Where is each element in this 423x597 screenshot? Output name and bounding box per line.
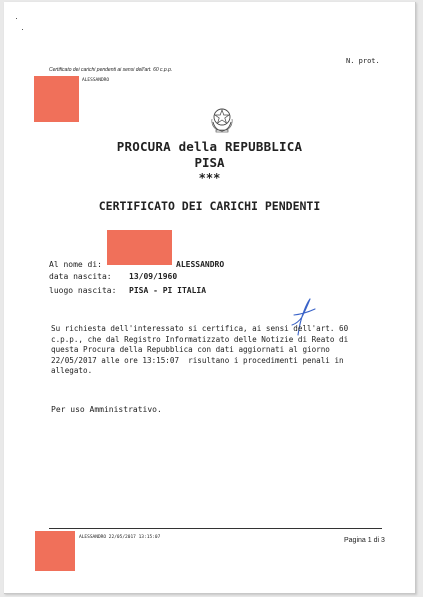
paragraph-line: allegato.: [51, 366, 93, 375]
title-stars: ***: [198, 171, 221, 185]
name-label: Al nome di:: [49, 260, 102, 269]
name-value: ALESSANDRO: [176, 260, 225, 269]
certificate-title: CERTIFICATO DEI CARICHI PENDENTI: [98, 199, 321, 213]
redaction-box: [107, 230, 172, 265]
office-title: PROCURA della REPUBBLICA: [116, 139, 303, 154]
redaction-box: [34, 76, 79, 122]
scan-speck: [22, 29, 23, 30]
footer-divider: [49, 528, 382, 529]
header-caption: Certificato dei carichi pendenti ai sensi dell'art. 60 c.p.p.: [49, 67, 173, 73]
document-page: [4, 2, 416, 594]
birth-date-value: 13/09/1960: [129, 272, 178, 281]
birth-date-label: data nascita:: [49, 272, 112, 281]
office-city: PISA: [194, 155, 225, 170]
certification-paragraph: [51, 324, 381, 377]
page-number: Pagina 1 di 3: [344, 537, 385, 544]
paragraph-line: 22/05/2017 alle ore 13:15:07 risultano i procedimenti penali in: [51, 355, 344, 365]
birth-place-label: luogo nascita:: [49, 286, 117, 295]
purpose-text: Per uso Amministrativo.: [51, 405, 162, 414]
header-name: ALESSANDRO: [82, 78, 110, 83]
footer-stamp: ALESSANDRO 22/05/2017 13:15:07: [79, 535, 161, 540]
redaction-box: [35, 531, 75, 571]
italian-republic-emblem-icon: [209, 104, 235, 134]
paragraph-line: c.p.p., che dal Registro Informatizzato delle Notizie di Reato di: [51, 334, 349, 344]
paragraph-line: questa Procura della Repubblica con dati aggiornati al giorno: [51, 345, 330, 354]
birth-place-value: PISA - PI ITALIA: [129, 286, 207, 295]
scan-speck: [16, 18, 17, 19]
protocol-number: N. prot.: [346, 57, 380, 65]
paragraph-line: Su richiesta dell'interessato si certifica, ai sensi dell'art. 60: [51, 324, 349, 333]
